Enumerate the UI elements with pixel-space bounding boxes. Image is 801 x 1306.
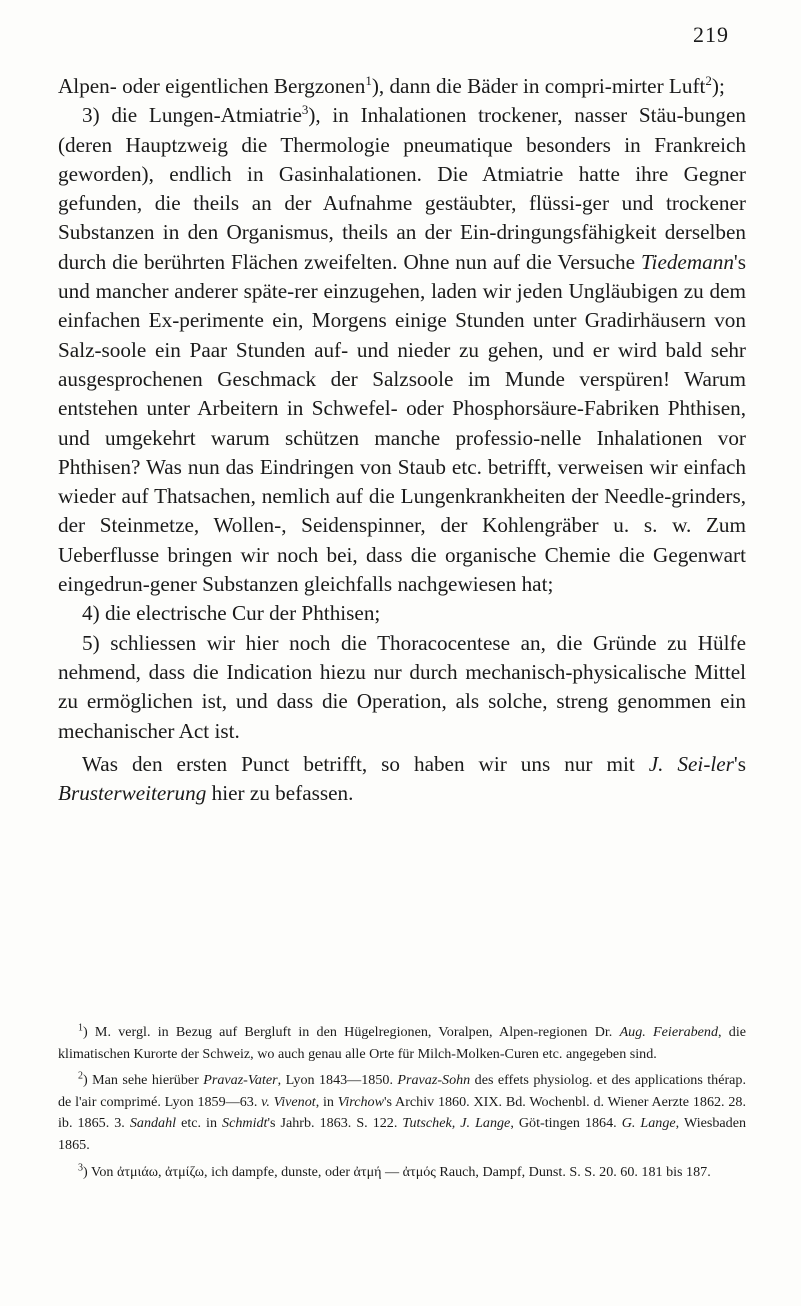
text-run: 's <box>733 751 746 776</box>
paragraph-3: 4) die electrische Cur der Phthisen; <box>82 601 381 626</box>
author-name: Tutschek, J. Lange <box>402 1115 511 1132</box>
author-name: G. Lange <box>621 1115 676 1132</box>
paragraph-2 <box>58 101 746 599</box>
footnote-number: 2 <box>78 1070 83 1082</box>
author-name: v. Vivenot <box>261 1093 316 1110</box>
author-name: Virchow <box>337 1093 384 1110</box>
text-run: ); <box>711 74 725 98</box>
author-name: Schmidt <box>222 1115 268 1132</box>
footnote-number: 3 <box>78 1161 83 1173</box>
text-run: ) M. vergl. in Bezug auf Bergluft in den Hügelregionen, Voralpen, Alpen-regionen Dr. <box>83 1024 620 1040</box>
text-run: , Göt-tingen 1864. <box>510 1115 622 1132</box>
text-run: des effets physiolog. et des applications thérap. de l'air comprimé. Lyon 1859—63. <box>58 1072 746 1110</box>
text-run: etc. in <box>176 1115 223 1132</box>
work-title: Brusterweiterung <box>58 781 207 806</box>
author-name: Pravaz-Vater <box>203 1072 278 1089</box>
text-run: Was den ersten Punct betrifft, so haben wir uns nur mit <box>82 751 649 776</box>
footnote-ref-1: 1 <box>365 72 372 88</box>
text-run: ), dann die Bäder in compri-mirter Luft <box>371 74 706 98</box>
text-run: ), in Inhalationen trockener, nasser Stäu-bungen (deren Hauptzweig die Thermologie pneumatique besonders in Frankreich geworden), endlich in Gasinhalationen. Die Atmiatrie hatte ihre Gegner gefunden, die theils an der Aufnahme gestäubter, flüssi-ger und trockener Substanzen in den Organismus, theils an der Ein-dringungsfähigkeit derselben durch die berührten Flächen zweifelten. Ohne nun auf die Versuche <box>58 103 746 274</box>
author-name: Sandahl <box>129 1115 177 1132</box>
footnote-ref-3: 3 <box>301 102 309 118</box>
footnote-2 <box>58 1070 746 1156</box>
author-name: Pravaz-Sohn <box>397 1072 471 1089</box>
footnote-3 <box>58 1162 746 1184</box>
text-run: 's Archiv 1860. XIX. Bd. Wochenbl. d. Wiener Aerzte 1862. 28. ib. 1865. 3. <box>58 1093 746 1132</box>
author-name: Aug. Feierabend <box>619 1024 719 1040</box>
footnote-number: 1 <box>78 1022 83 1034</box>
text-run: 's Jahrb. 1863. S. 122. <box>267 1115 403 1132</box>
paragraph-4: 5) schliessen wir hier noch die Thoracocentese an, die Gründe zu Hülfe nehmend, dass die Indication hiezu nur durch mechanisch-physicalische Mittel zu ermöglichen ist, und dass die Operation, als solche, streng genommen ein mechanischer Act ist. <box>58 630 746 743</box>
paragraph-1 <box>58 72 746 101</box>
author-name: J. Sei-ler <box>648 751 734 776</box>
text-run: Alpen- oder eigentlichen Bergzonen <box>58 74 366 98</box>
text-run: ) Man sehe hierüber <box>83 1072 204 1089</box>
text-run: 's und mancher anderer späte-rer einzugehen, laden wir jeden Ungläubigen zu dem einfachen Ex-perimente ein, Morgens einige Stunden unter Gradirhäusern von Salz-soole ein Paar Stunden auf- und nieder zu gehen, und er wird bald sehr ausgesprochenen Geschmack der Salzsoole im Munde verspüren! Warum entstehen unter Arbeitern in Schwefel- oder Phosphorsäure-Fabriken Phthisen, und umgekehrt warum schützen manche professio-nelle Inhalationen vor Phthisen? Was nun das Eindringen von Staub etc. betrifft, verweisen wir einfach wieder auf Thatsachen, nemlich auf die Lungenkrankheiten der Needle-grinders, der Steinmetze, Wollen-, Seidenspinner, der Kohlengräber u. s. w. Zum Ueberflusse bringen wir noch bei, dass die organische Chemie die Gegenwart eingedrun-gener Substanzen gleichfalls nachgewiesen hat; <box>58 249 746 597</box>
footnote-1 <box>58 1022 746 1065</box>
footnote-ref-2: 2 <box>705 72 712 88</box>
text-run: , Wiesbaden 1865. <box>58 1115 746 1153</box>
footnotes <box>58 1022 746 1183</box>
text-run: , die klimatischen Kurorte der Schweiz, wo auch genau alle Orte für Milch-Molken-Curen etc. angegeben sind. <box>58 1024 747 1062</box>
text-run: , in <box>315 1093 338 1110</box>
text-run: , Lyon 1843—1850. <box>277 1072 398 1089</box>
paragraph-5 <box>58 750 746 809</box>
author-name: Tiedemann <box>640 249 734 274</box>
body-text <box>58 72 746 808</box>
text-run: ) Von ἀτμιάω, ἀτμίζω, ich dampfe, dunste, oder ἀτμή — ἀτμός Rauch, Dampf, Dunst. S. S. 20. 60. 181 bis 187. <box>83 1163 711 1180</box>
text-run: hier zu befassen. <box>206 781 354 806</box>
page-number: 219 <box>693 22 729 47</box>
text-run: 3) die Lungen-Atmiatrie <box>82 103 302 128</box>
